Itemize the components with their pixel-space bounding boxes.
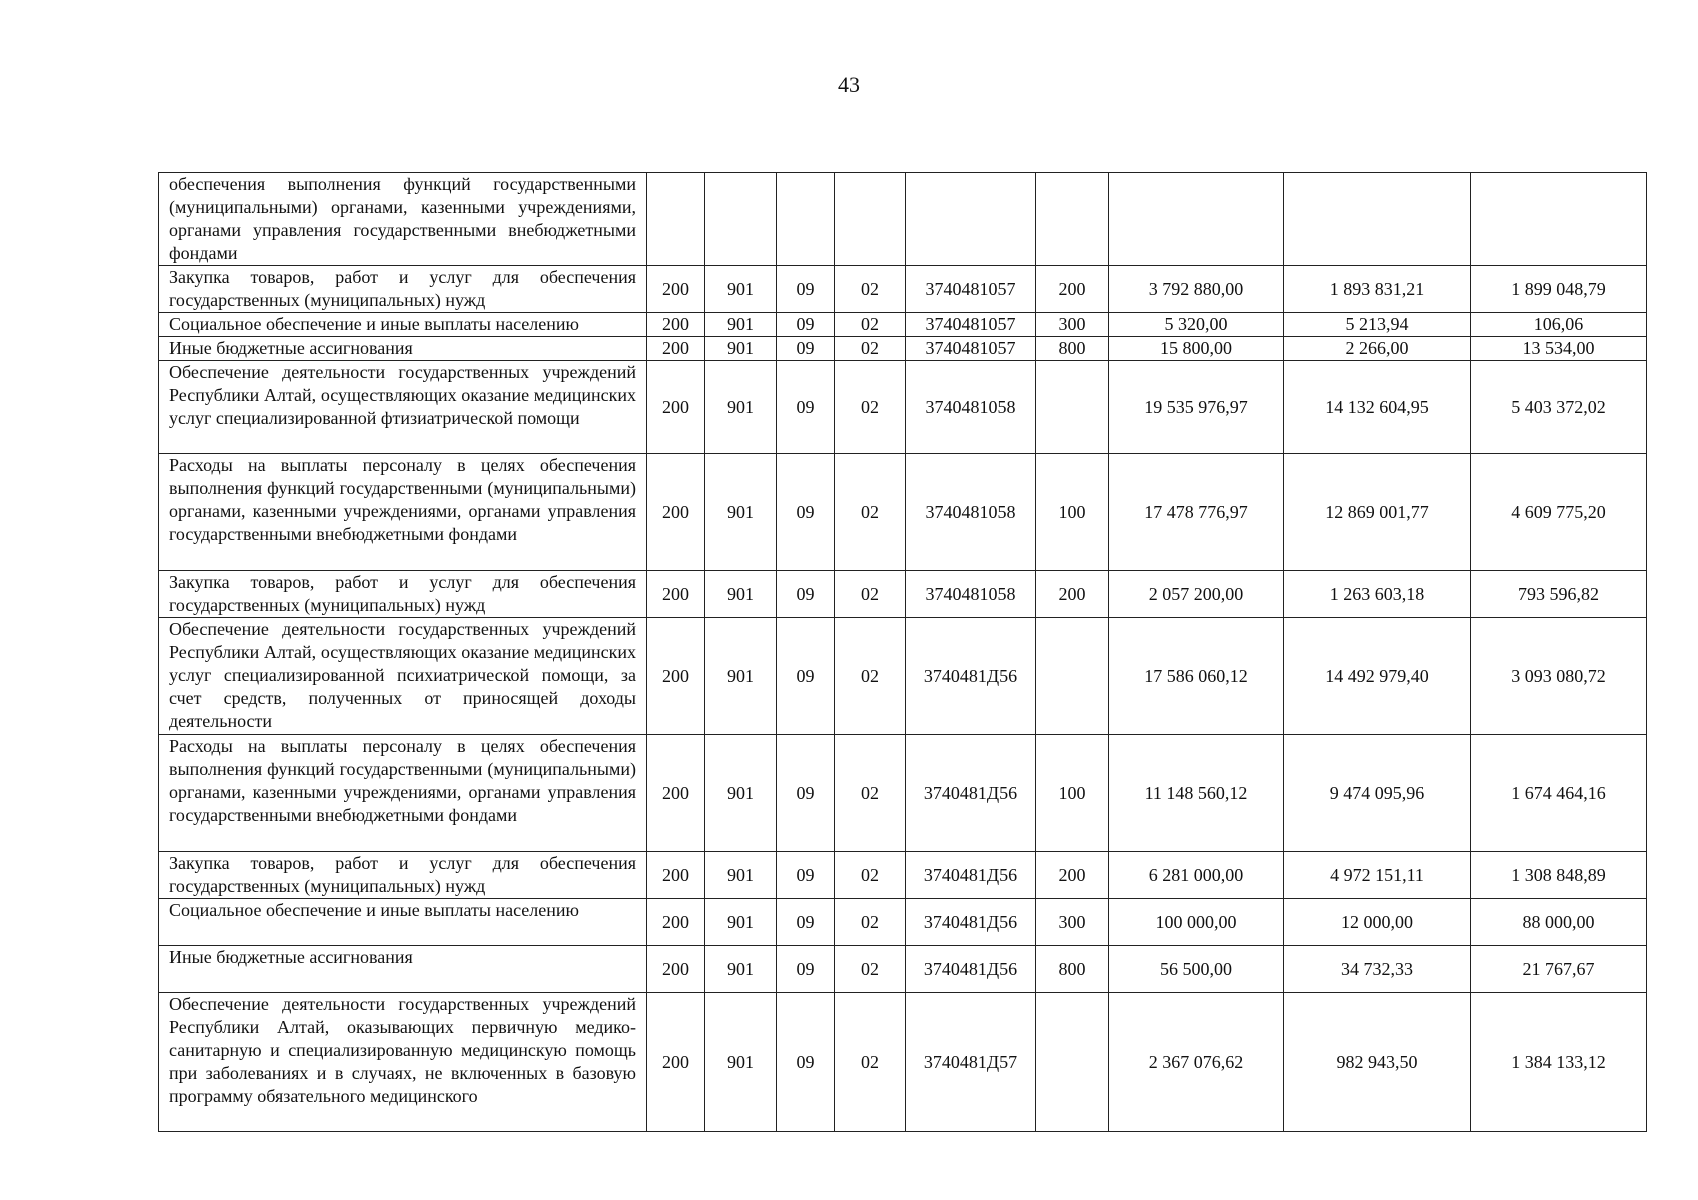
row-target-article: 3740481058 <box>906 454 1036 571</box>
row-amount-planned <box>1109 173 1284 266</box>
row-code-901: 901 <box>705 337 777 361</box>
row-code-901: 901 <box>705 454 777 571</box>
row-code-901: 901 <box>705 266 777 313</box>
table-row <box>159 361 1647 454</box>
row-amount-planned: 15 800,00 <box>1109 337 1284 361</box>
row-subsection: 02 <box>835 899 906 946</box>
row-code-200: 200 <box>647 266 705 313</box>
row-amount-remaining: 3 093 080,72 <box>1471 618 1647 735</box>
row-amount-executed: 14 492 979,40 <box>1284 618 1471 735</box>
row-amount-planned: 2 367 076,62 <box>1109 993 1284 1132</box>
row-expense-type <box>1036 993 1109 1132</box>
row-subsection: 02 <box>835 946 906 993</box>
row-expense-type: 300 <box>1036 899 1109 946</box>
row-section: 09 <box>777 571 835 618</box>
row-description: Социальное обеспечение и иные выплаты населению <box>159 899 647 946</box>
row-target-article: 3740481058 <box>906 571 1036 618</box>
row-amount-remaining: 1 674 464,16 <box>1471 735 1647 852</box>
row-code-200: 200 <box>647 313 705 337</box>
table-row <box>159 735 1647 852</box>
row-amount-executed: 1 893 831,21 <box>1284 266 1471 313</box>
row-code-200: 200 <box>647 454 705 571</box>
row-description: Социальное обеспечение и иные выплаты населению <box>159 313 647 337</box>
row-expense-type <box>1036 618 1109 735</box>
row-subsection: 02 <box>835 571 906 618</box>
row-section: 09 <box>777 454 835 571</box>
row-code-901: 901 <box>705 993 777 1132</box>
row-section: 09 <box>777 337 835 361</box>
row-code-200: 200 <box>647 946 705 993</box>
row-subsection: 02 <box>835 618 906 735</box>
row-expense-type: 100 <box>1036 735 1109 852</box>
row-code-901 <box>705 173 777 266</box>
row-code-901: 901 <box>705 852 777 899</box>
row-target-article: 3740481Д56 <box>906 852 1036 899</box>
row-target-article: 3740481057 <box>906 266 1036 313</box>
row-code-200: 200 <box>647 735 705 852</box>
row-description: Обеспечение деятельности государственных учреждений Республики Алтай, осуществляющих оказание медицинских услуг специализированной психиатрической помощи, за счет средств, полученных от приносящей доходы деятельности <box>159 618 647 735</box>
row-amount-remaining: 13 534,00 <box>1471 337 1647 361</box>
row-code-200: 200 <box>647 618 705 735</box>
row-amount-remaining: 88 000,00 <box>1471 899 1647 946</box>
row-amount-remaining: 1 308 848,89 <box>1471 852 1647 899</box>
row-code-901: 901 <box>705 571 777 618</box>
row-description: обеспечения выполнения функций государственными (муниципальными) органами, казенными учреждениями, органами управления государственными внебюджетными фондами <box>159 173 647 266</box>
row-amount-planned: 17 478 776,97 <box>1109 454 1284 571</box>
row-target-article: 3740481Д56 <box>906 899 1036 946</box>
row-section: 09 <box>777 899 835 946</box>
row-expense-type: 300 <box>1036 313 1109 337</box>
row-section: 09 <box>777 266 835 313</box>
row-subsection: 02 <box>835 993 906 1132</box>
row-description: Расходы на выплаты персоналу в целях обеспечения выполнения функций государственными (муниципальными) органами, казенными учреждениями, органами управления государственными внебюджетными фондами <box>159 454 647 571</box>
row-code-901: 901 <box>705 618 777 735</box>
table-row <box>159 852 1647 899</box>
row-section: 09 <box>777 735 835 852</box>
row-expense-type: 200 <box>1036 266 1109 313</box>
row-code-901: 901 <box>705 946 777 993</box>
row-amount-planned: 100 000,00 <box>1109 899 1284 946</box>
row-target-article: 3740481Д56 <box>906 618 1036 735</box>
row-code-200: 200 <box>647 571 705 618</box>
row-subsection: 02 <box>835 454 906 571</box>
row-description: Расходы на выплаты персоналу в целях обеспечения выполнения функций государственными (муниципальными) органами, казенными учреждениями, органами управления государственными внебюджетными фондами <box>159 735 647 852</box>
row-amount-planned: 17 586 060,12 <box>1109 618 1284 735</box>
row-amount-executed: 12 000,00 <box>1284 899 1471 946</box>
row-section: 09 <box>777 993 835 1132</box>
row-code-200: 200 <box>647 993 705 1132</box>
row-expense-type: 200 <box>1036 852 1109 899</box>
row-code-901: 901 <box>705 899 777 946</box>
row-amount-planned: 3 792 880,00 <box>1109 266 1284 313</box>
row-amount-planned: 11 148 560,12 <box>1109 735 1284 852</box>
row-target-article: 3740481Д56 <box>906 946 1036 993</box>
page-number: 43 <box>838 72 860 97</box>
row-subsection: 02 <box>835 852 906 899</box>
row-section: 09 <box>777 946 835 993</box>
row-expense-type <box>1036 173 1109 266</box>
row-expense-type: 200 <box>1036 571 1109 618</box>
row-amount-executed: 1 263 603,18 <box>1284 571 1471 618</box>
row-expense-type: 800 <box>1036 337 1109 361</box>
row-description: Обеспечение деятельности государственных учреждений Республики Алтай, оказывающих первичную медико-санитарную и специализированную медицинскую помощь при заболеваниях и в случаях, не включенных в базовую программу обязательного медицинского <box>159 993 647 1132</box>
row-subsection: 02 <box>835 337 906 361</box>
row-amount-executed: 14 132 604,95 <box>1284 361 1471 454</box>
table-row <box>159 454 1647 571</box>
budget-table <box>158 172 1647 1132</box>
row-code-200: 200 <box>647 361 705 454</box>
table-row <box>159 618 1647 735</box>
row-amount-planned: 56 500,00 <box>1109 946 1284 993</box>
row-description: Закупка товаров, работ и услуг для обеспечения государственных (муниципальных) нужд <box>159 852 647 899</box>
row-target-article: 3740481057 <box>906 313 1036 337</box>
table-row <box>159 946 1647 993</box>
row-section: 09 <box>777 361 835 454</box>
row-amount-remaining: 1 899 048,79 <box>1471 266 1647 313</box>
row-code-200: 200 <box>647 852 705 899</box>
row-subsection <box>835 173 906 266</box>
row-amount-executed <box>1284 173 1471 266</box>
row-code-901: 901 <box>705 361 777 454</box>
row-target-article: 3740481058 <box>906 361 1036 454</box>
row-amount-planned: 19 535 976,97 <box>1109 361 1284 454</box>
row-expense-type <box>1036 361 1109 454</box>
table-row <box>159 266 1647 313</box>
table-row <box>159 173 1647 266</box>
row-amount-executed: 5 213,94 <box>1284 313 1471 337</box>
row-target-article: 3740481Д57 <box>906 993 1036 1132</box>
row-amount-planned: 2 057 200,00 <box>1109 571 1284 618</box>
row-section <box>777 173 835 266</box>
row-subsection: 02 <box>835 361 906 454</box>
row-section: 09 <box>777 852 835 899</box>
row-amount-remaining: 21 767,67 <box>1471 946 1647 993</box>
row-description: Иные бюджетные ассигнования <box>159 946 647 993</box>
row-code-200: 200 <box>647 337 705 361</box>
table-row <box>159 313 1647 337</box>
row-amount-remaining <box>1471 173 1647 266</box>
row-section: 09 <box>777 313 835 337</box>
row-code-901: 901 <box>705 313 777 337</box>
row-description: Закупка товаров, работ и услуг для обеспечения государственных (муниципальных) нужд <box>159 571 647 618</box>
table-row <box>159 899 1647 946</box>
row-description: Закупка товаров, работ и услуг для обеспечения государственных (муниципальных) нужд <box>159 266 647 313</box>
row-amount-remaining: 1 384 133,12 <box>1471 993 1647 1132</box>
row-code-200: 200 <box>647 899 705 946</box>
row-amount-remaining: 793 596,82 <box>1471 571 1647 618</box>
row-target-article: 3740481057 <box>906 337 1036 361</box>
row-target-article: 3740481Д56 <box>906 735 1036 852</box>
row-description: Обеспечение деятельности государственных учреждений Республики Алтай, осуществляющих оказание медицинских услуг специализированной фтизиатрической помощи <box>159 361 647 454</box>
row-code-200 <box>647 173 705 266</box>
row-amount-executed: 2 266,00 <box>1284 337 1471 361</box>
row-amount-executed: 982 943,50 <box>1284 993 1471 1132</box>
row-amount-remaining: 5 403 372,02 <box>1471 361 1647 454</box>
row-amount-planned: 5 320,00 <box>1109 313 1284 337</box>
budget-table-body <box>159 173 1647 1132</box>
row-expense-type: 100 <box>1036 454 1109 571</box>
row-description: Иные бюджетные ассигнования <box>159 337 647 361</box>
table-row <box>159 993 1647 1132</box>
row-subsection: 02 <box>835 266 906 313</box>
row-subsection: 02 <box>835 735 906 852</box>
row-amount-planned: 6 281 000,00 <box>1109 852 1284 899</box>
row-subsection: 02 <box>835 313 906 337</box>
row-amount-executed: 4 972 151,11 <box>1284 852 1471 899</box>
table-row <box>159 337 1647 361</box>
row-expense-type: 800 <box>1036 946 1109 993</box>
row-section: 09 <box>777 618 835 735</box>
row-amount-executed: 12 869 001,77 <box>1284 454 1471 571</box>
row-amount-remaining: 106,06 <box>1471 313 1647 337</box>
row-amount-remaining: 4 609 775,20 <box>1471 454 1647 571</box>
row-amount-executed: 34 732,33 <box>1284 946 1471 993</box>
row-target-article <box>906 173 1036 266</box>
row-code-901: 901 <box>705 735 777 852</box>
row-amount-executed: 9 474 095,96 <box>1284 735 1471 852</box>
table-row <box>159 571 1647 618</box>
